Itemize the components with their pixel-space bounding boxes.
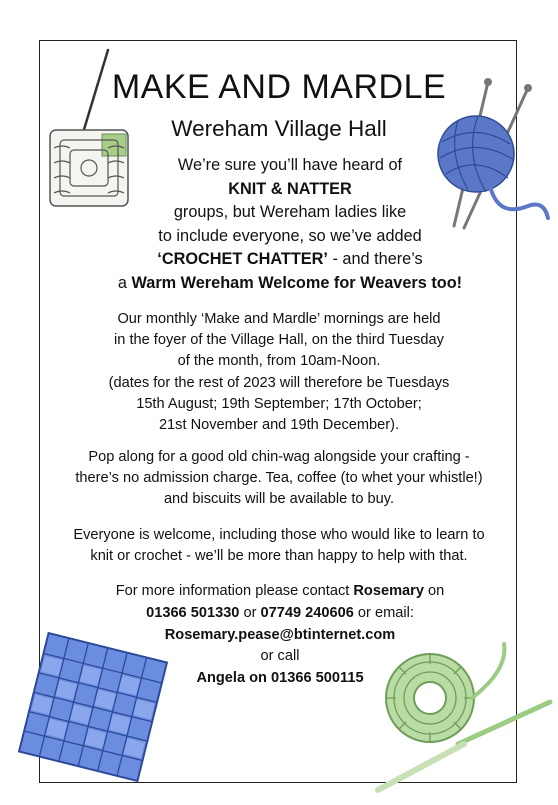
intro-line: We’re sure you’ll have heard of <box>177 156 403 174</box>
intro-line: groups, but Wereham ladies like <box>173 203 407 221</box>
intro-block <box>90 154 490 295</box>
angela-line: Angela on 01366 500115 <box>196 670 364 687</box>
welcome-paragraph: Everyone is welcome, including those who would like to learn to knit or crochet - we’ll be more than happy to help with that. <box>73 527 485 565</box>
contact-line: For more information please contact Rosemary on <box>115 583 445 599</box>
contact-block <box>80 581 480 690</box>
intro-line: to include everyone, so we’ve added <box>158 226 422 245</box>
intro-line-bold: KNIT & NATTER <box>228 179 352 198</box>
email-address: Rosemary.pease@btinternet.com <box>164 626 396 643</box>
venue-subtitle: Wereham Village Hall <box>171 116 387 141</box>
or-call-line: or call <box>260 648 300 665</box>
popalong-paragraph: Pop along for a good old chin-wag alongside your crafting - there’s no admission charge. Tea, coffee (to whet your whistle!) and biscuits will be available to buy. <box>75 449 483 508</box>
phone-number: 07749 240606 <box>260 604 354 621</box>
schedule-paragraph: Our monthly ‘Make and Mardle’ mornings are held in the foyer of the Village Hall, on the third Tuesday of the month, from 10am-Noon. (dates for the rest of 2023 will therefore be Tuesdays 15th August; 19th September; 17th October; 21st November and 19th December). <box>108 311 450 434</box>
intro-line: a Warm Wereham Welcome for Weavers too! <box>117 273 463 292</box>
phone-number: 01366 501330 <box>146 604 240 621</box>
phone-line: 01366 501330 or 07749 240606 or email: <box>146 604 414 621</box>
contact-name: Rosemary <box>353 583 424 599</box>
poster-title: MAKE AND MARDLE <box>111 68 447 106</box>
intro-line: ‘CROCHET CHATTER’ - and there’s <box>157 250 423 268</box>
email-line <box>80 625 480 647</box>
